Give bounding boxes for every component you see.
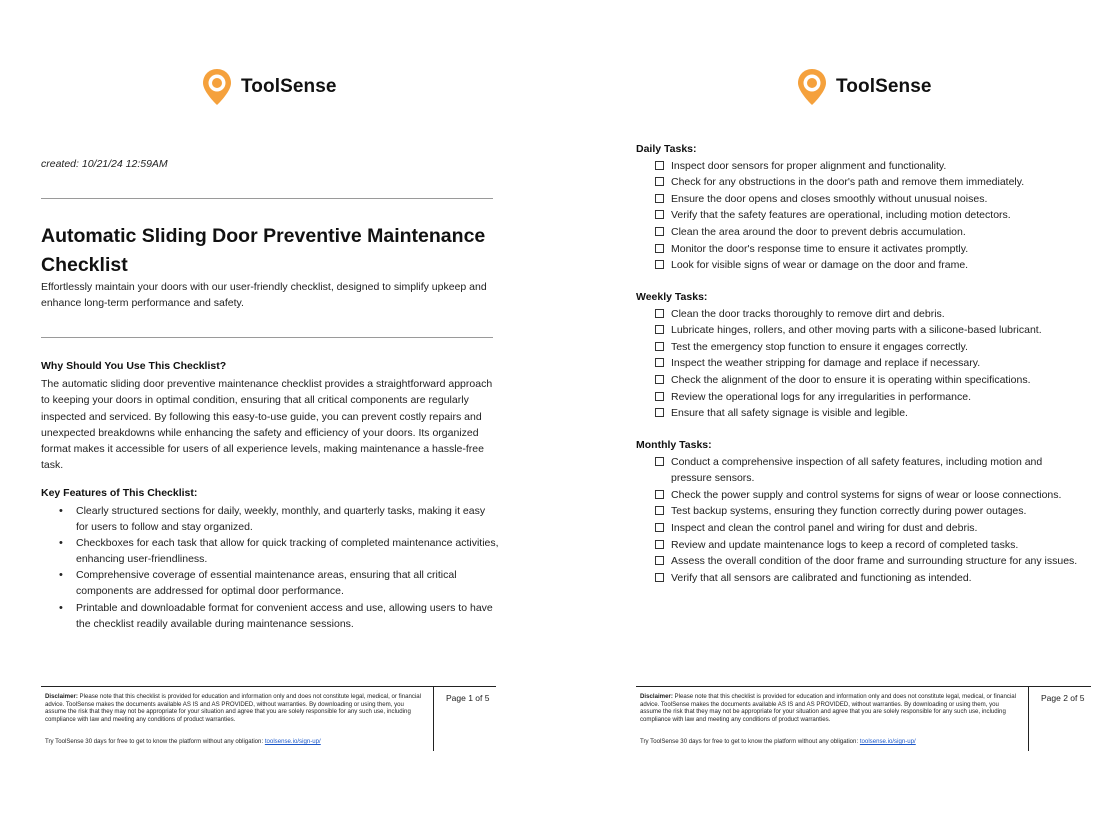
checkbox[interactable] — [655, 325, 664, 334]
page-subtitle: Effortlessly maintain your doors with our user-friendly checklist, designed to simplify upkeep and enhance long-term performance and safety. — [41, 281, 487, 310]
toolsense-logo — [202, 68, 337, 106]
page-number: Page 1 of 5 — [446, 693, 490, 703]
checkbox[interactable] — [655, 392, 664, 401]
task-label: Test backup systems, ensuring they function correctly during power outages. — [671, 505, 1027, 518]
task-label: Ensure the door opens and closes smoothly without unusual noises. — [671, 192, 988, 205]
list-item: • Clearly structured sections for daily, weekly, monthly, and quarterly tasks, making it easy for users to follow and stay organized. — [41, 503, 499, 535]
checkbox[interactable] — [655, 523, 664, 532]
checkbox[interactable] — [655, 210, 664, 219]
page-number: Page 2 of 5 — [1041, 693, 1085, 703]
disclaimer — [45, 693, 423, 724]
divider — [41, 337, 493, 338]
disclaimer-label: Disclaimer: — [640, 693, 673, 700]
task-item — [636, 339, 1106, 356]
task-item — [636, 372, 1106, 389]
task-item — [636, 322, 1106, 339]
task-item — [636, 355, 1106, 372]
monthly-tasks — [636, 437, 1106, 586]
monthly-heading: Monthly Tasks: — [636, 439, 712, 451]
why-paragraph: The automatic sliding door preventive maintenance checklist provides a straightforward approach to keeping your doors in optimal condition, ensuring that all critical components are regularly inspected and serviced. By following this easy-to-use guide, you can prevent costly repairs and unexpected breakdowns while enhancing the safety and efficiency of your doors. Its organized format makes it accessible for users of all experience levels, making maintenance a hassle-free task. — [41, 378, 493, 472]
disclaimer-text: Please note that this checklist is provided for education and information only and does not constitute legal, medical, or financial advice. ToolSense makes the documents available AS IS and AS PROVIDED, without warranties. By downloading or using them, you assume the risk that they may not be appropriate for your situation and agree that you are solely responsible for any such use, including compliance with law and meeting any conditions of product warranties. — [45, 693, 422, 724]
task-label: Inspect the weather stripping for damage and replace if necessary. — [671, 357, 981, 370]
checkbox[interactable] — [655, 506, 664, 515]
location-pin-icon — [797, 68, 827, 106]
task-item — [636, 553, 1106, 570]
task-item — [636, 257, 1106, 274]
task-label: Clean the area around the door to prevent debris accumulation. — [671, 225, 966, 238]
list-item: • Comprehensive coverage of essential maintenance areas, ensuring that all critical components are addressed for optimal door performance. — [41, 567, 499, 599]
task-item — [636, 503, 1106, 520]
signup-link[interactable]: toolsense.io/sign-up/ — [264, 738, 321, 745]
checkbox[interactable] — [655, 227, 664, 236]
checkbox[interactable] — [655, 573, 664, 582]
trial-text: Try ToolSense 30 days for free to get to know the platform without any obligation: — [640, 738, 860, 745]
checkbox[interactable] — [655, 490, 664, 499]
task-label: Check for any obstructions in the door's path and remove them immediately. — [671, 176, 1025, 189]
trial-note — [45, 738, 321, 745]
task-item — [636, 191, 1106, 208]
checkbox[interactable] — [655, 457, 664, 466]
checkbox[interactable] — [655, 260, 664, 269]
disclaimer-text: Please note that this checklist is provided for education and information only and does not constitute legal, medical, or financial advice. ToolSense makes the documents available AS IS and AS PROVIDED, without warranties. By downloading or using them, you assume the risk that they may not be appropriate for your situation and agree that you are solely responsible for any such use, including compliance with law and meeting any conditions of product warranties. — [640, 693, 1017, 724]
footer-divider — [1028, 687, 1029, 751]
signup-link[interactable]: toolsense.io/sign-up/ — [859, 738, 916, 745]
task-label: Conduct a comprehensive inspection of all safety features, including motion and pressure sensors. — [671, 455, 1043, 485]
divider — [41, 198, 493, 199]
checkbox[interactable] — [655, 342, 664, 351]
task-label: Test the emergency stop function to ensure it engages correctly. — [671, 340, 968, 353]
features-heading: Key Features of This Checklist: — [41, 487, 198, 499]
checkbox[interactable] — [655, 177, 664, 186]
task-item — [636, 405, 1106, 422]
task-label: Review the operational logs for any irregularities in performance. — [671, 390, 971, 403]
task-item — [636, 158, 1106, 175]
task-label: Look for visible signs of wear or damage on the door and frame. — [671, 259, 969, 272]
weekly-heading: Weekly Tasks: — [636, 291, 708, 303]
task-label: Ensure that all safety signage is visible and legible. — [671, 407, 908, 420]
page-footer — [636, 686, 1091, 751]
disclaimer — [640, 693, 1018, 724]
document-page-2 — [595, 0, 1120, 818]
checkbox[interactable] — [655, 408, 664, 417]
trial-note — [640, 738, 916, 745]
page-title: Automatic Sliding Door Preventive Maintenance Checklist — [41, 225, 486, 276]
list-item: • Checkboxes for each task that allow for quick tracking of completed maintenance activities, enhancing user-friendliness. — [41, 535, 499, 567]
task-item — [636, 537, 1106, 554]
checkbox[interactable] — [655, 194, 664, 203]
task-label: Lubricate hinges, rollers, and other moving parts with a silicone-based lubricant. — [671, 324, 1042, 337]
checkbox[interactable] — [655, 375, 664, 384]
task-label: Clean the door tracks thoroughly to remove dirt and debris. — [671, 307, 945, 320]
task-item — [636, 207, 1106, 224]
checkbox[interactable] — [655, 556, 664, 565]
daily-heading: Daily Tasks: — [636, 143, 697, 155]
task-item — [636, 487, 1106, 504]
task-label: Inspect and clean the control panel and wiring for dust and debris. — [671, 521, 978, 534]
brand-name: ToolSense — [241, 76, 337, 97]
task-label: Monitor the door's response time to ensure it activates promptly. — [671, 242, 969, 255]
trial-text: Try ToolSense 30 days for free to get to know the platform without any obligation: — [45, 738, 265, 745]
task-item — [636, 306, 1106, 323]
task-label: Verify that all sensors are calibrated and functioning as intended. — [671, 571, 972, 584]
task-label: Assess the overall condition of the door frame and surrounding structure for any issues. — [671, 555, 1078, 568]
checkbox[interactable] — [655, 161, 664, 170]
toolsense-logo — [797, 68, 932, 106]
task-item — [636, 224, 1106, 241]
brand-name: ToolSense — [836, 76, 932, 97]
features-list — [41, 503, 499, 632]
disclaimer-label: Disclaimer: — [45, 693, 78, 700]
task-label: Inspect door sensors for proper alignment and functionality. — [671, 159, 947, 172]
task-item — [636, 389, 1106, 406]
why-heading: Why Should You Use This Checklist? — [41, 360, 227, 372]
task-label: Check the power supply and control systems for signs of wear or loose connections. — [671, 488, 1062, 501]
task-label: Review and update maintenance logs to keep a record of completed tasks. — [671, 538, 1019, 551]
list-item: • Printable and downloadable format for convenient access and use, allowing users to have the checklist readily available during maintenance sessions. — [41, 600, 499, 632]
task-item — [636, 174, 1106, 191]
checkbox[interactable] — [655, 540, 664, 549]
location-pin-icon — [202, 68, 232, 106]
task-item — [636, 454, 1071, 487]
page-footer — [41, 686, 496, 751]
checkbox[interactable] — [655, 309, 664, 318]
footer-divider — [433, 687, 434, 751]
checkbox[interactable] — [655, 358, 664, 367]
task-item — [636, 570, 1106, 587]
task-item — [636, 241, 1106, 258]
weekly-tasks — [636, 289, 1106, 422]
checkbox[interactable] — [655, 244, 664, 253]
task-label: Verify that the safety features are operational, including motion detectors. — [671, 209, 1011, 222]
daily-tasks — [636, 141, 1106, 274]
created-date: created: 10/21/24 12:59AM — [41, 158, 168, 170]
task-item — [636, 520, 1106, 537]
task-label: Check the alignment of the door to ensure it is operating within specifications. — [671, 373, 1031, 386]
